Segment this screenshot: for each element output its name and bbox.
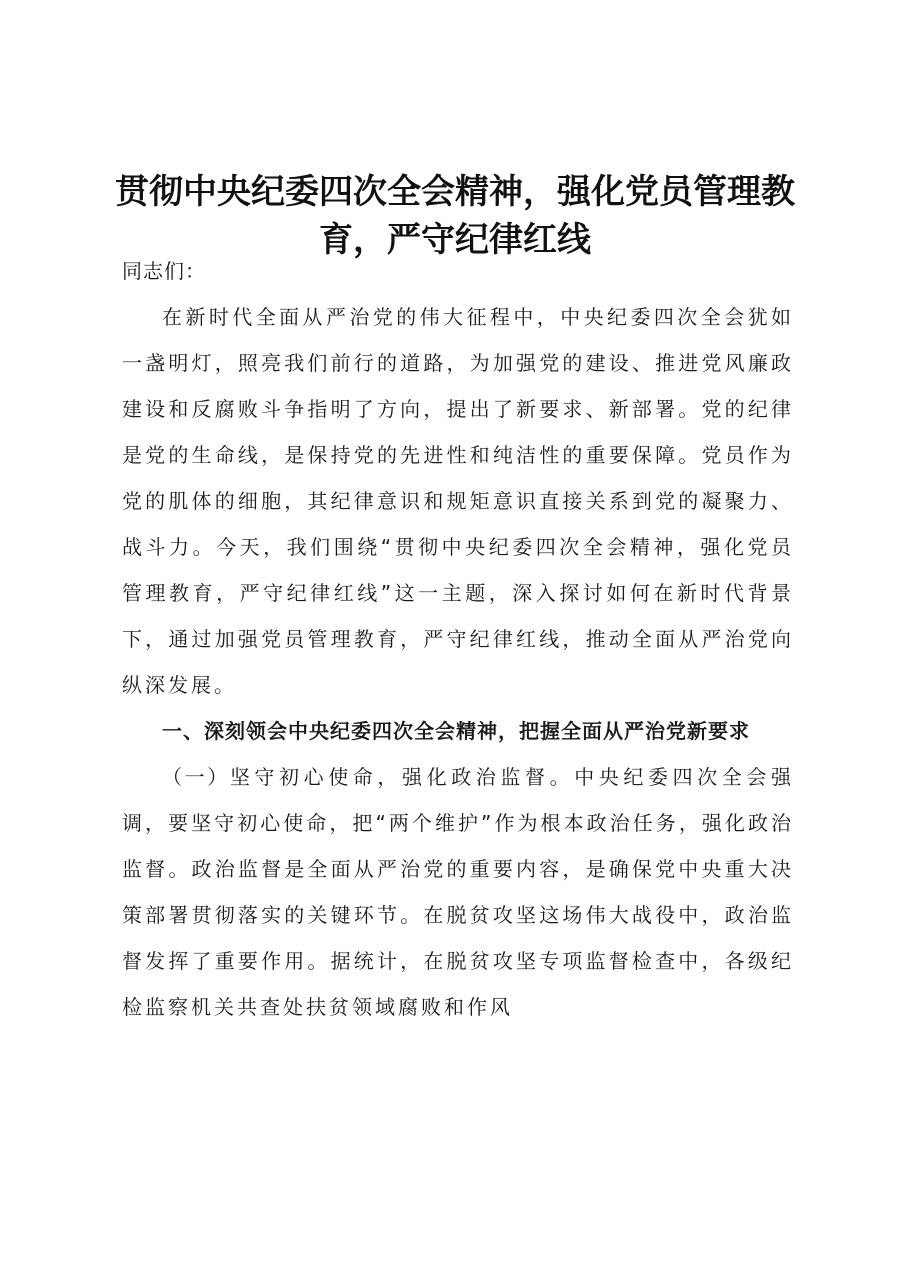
document-title: 贯彻中央纪委四次全会精神，强化党员管理教育，严守纪律红线 [115, 172, 795, 260]
greeting: 同志们： [122, 259, 206, 283]
subsection-text: 坚守初心使命，强化政治监督。中央纪委四次全会强调，要坚守初心使命，把“两个维护”作为根本政治任务，强化政治监督。政治监督是全面从严治党的重要内容，是确保党中央重大决策部署贯彻落实的关键环节。在脱贫攻坚这场伟大战役中，政治监督发挥了重要作用。据统计，在脱贫攻坚专项监督检查中，各级纪检监察机关共查处扶贫领域腐败和作风 [122, 765, 795, 1019]
subsection-paragraph [122, 754, 794, 1030]
intro-paragraph: 在新时代全面从严治党的伟大征程中，中央纪委四次全会犹如一盏明灯，照亮我们前行的道路，为加强党的建设、推进党风廉政建设和反腐败斗争指明了方向，提出了新要求、新部署。党的纪律是党的生命线，是保持党的先进性和纯洁性的重要保障。党员作为党的肌体的细胞，其纪律意识和规矩意识直接关系到党的凝聚力、战斗力。今天，我们围绕“贯彻中央纪委四次全会精神，强化党员管理教育，严守纪律红线”这一主题，深入探讨如何在新时代背景下，通过加强党员管理教育，严守纪律红线，推动全面从严治党向纵深发展。 [122, 305, 794, 697]
document-body [122, 248, 794, 1030]
subsection-number: （一） [162, 765, 230, 789]
section-heading: 一、深刻领会中央纪委四次全会精神，把握全面从严治党新要求 [162, 719, 750, 743]
